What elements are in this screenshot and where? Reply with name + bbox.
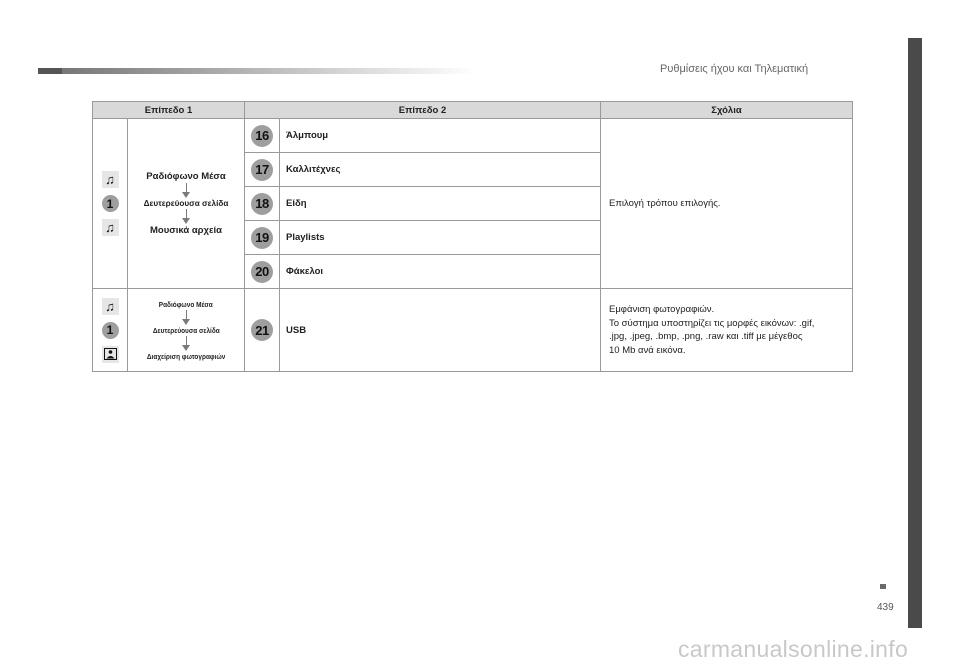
step-badge: 1: [102, 322, 119, 339]
option-number-cell: [245, 221, 280, 255]
group1-navigation-path: [128, 119, 245, 289]
arrow-down-icon: [182, 336, 190, 351]
number-badge: 21: [251, 319, 273, 341]
option-label-folders: Φάκελοι: [280, 255, 601, 289]
arrow-down-icon: [182, 209, 190, 224]
header-comments: Σχόλια: [601, 102, 853, 119]
step-badge: 1: [102, 195, 119, 212]
header-decoration-bar: [38, 68, 478, 74]
flow-step-radio-media: Ραδιόφωνο Μέσα: [158, 299, 214, 309]
option-label-genres: Είδη: [280, 187, 601, 221]
photo-icon: [102, 346, 119, 363]
table-header-row: [93, 102, 853, 119]
header-level-2: Επίπεδο 2: [245, 102, 601, 119]
table-row: [93, 289, 853, 372]
option-label-playlists: Playlists: [280, 221, 601, 255]
comment-line: Εμφάνιση φωτογραφιών.: [609, 304, 715, 315]
comment-line: 10 Mb ανά εικόνα.: [609, 344, 686, 356]
option-label-usb: USB: [280, 289, 601, 372]
page-number: 439: [877, 602, 894, 613]
flow-step-secondary-page: Δευτερεύουσα σελίδα: [143, 199, 229, 208]
group2-icons: [93, 289, 128, 372]
arrow-down-icon: [182, 310, 190, 325]
flow-step-secondary-page: Δευτερεύουσα σελίδα: [152, 325, 220, 335]
music-note-icon: ♫: [102, 171, 119, 188]
group2-comment: [601, 289, 853, 372]
number-badge: 18: [251, 193, 273, 215]
settings-table: [92, 101, 853, 372]
comment-line: Το σύστημα υποστηρίζει τις μορφές εικόνων: .gif,: [609, 317, 815, 329]
group1-comment: Επιλογή τρόπου επιλογής.: [601, 119, 853, 289]
flow-step-photo-management: Διαχείριση φωτογραφιών: [146, 351, 226, 361]
page-marker: [880, 584, 886, 589]
watermark: carmanualsonline.info: [678, 636, 909, 662]
header-decoration-lead: [38, 68, 62, 74]
page-header-title: Ρυθμίσεις ήχου και Τηλεματική: [660, 63, 809, 75]
music-file-icon: ♫: [102, 219, 119, 236]
option-label-artists: Καλλιτέχνες: [280, 153, 601, 187]
comment-line: .jpg, .jpeg, .bmp, .png, .raw και .tiff με μέγεθος: [609, 331, 803, 342]
number-badge: 19: [251, 227, 273, 249]
option-number-cell: [245, 255, 280, 289]
option-number-cell: [245, 289, 280, 372]
option-number-cell: [245, 119, 280, 153]
table-row: [93, 119, 853, 153]
header-level-1: Επίπεδο 1: [93, 102, 245, 119]
arrow-down-icon: [182, 183, 190, 198]
number-badge: 17: [251, 159, 273, 181]
number-badge: 16: [251, 125, 273, 147]
option-label-albums: Άλμπουμ: [280, 119, 601, 153]
flow-step-music-files: Μουσικά αρχεία: [149, 225, 223, 236]
chapter-sidebar-tab: [908, 38, 922, 628]
music-note-icon: ♫: [102, 298, 119, 315]
group1-icons: [93, 119, 128, 289]
group2-navigation-path: [128, 289, 245, 372]
option-number-cell: [245, 153, 280, 187]
option-number-cell: [245, 187, 280, 221]
number-badge: 20: [251, 261, 273, 283]
flow-step-radio-media: Ραδιόφωνο Μέσα: [146, 171, 226, 182]
